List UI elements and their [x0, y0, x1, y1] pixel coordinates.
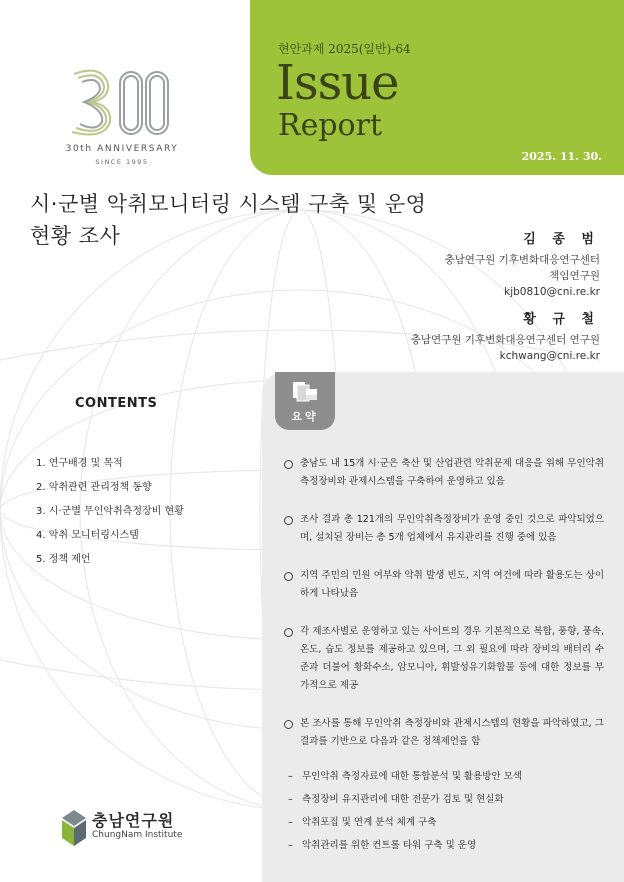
- policy-item: – 측정장비 유지관리에 대한 전문가 검토 및 현실화: [288, 794, 504, 805]
- issue-heading: Issue: [276, 55, 399, 111]
- author-block: [445, 232, 600, 300]
- author-email[interactable]: kjb0810@cni.re.kr: [504, 286, 600, 298]
- policy-item: – 무인악취 측정자료에 대한 통합분석 및 활용방안 모색: [288, 771, 523, 782]
- summary-item: 각 제조사별로 운영하고 있는 사이트의 경우 기본적으로 복합, 풍향, 풍속, 온도, 습도 정보를 제공하고 있으며, 그 외 필요에 따라 장비의 배터리 수준과 더불어 황화수소, 암모니아, 휘발성유기화합물 등에 대한 정보를 부가적으로 제공: [282, 623, 604, 695]
- series-number: 현안과제 2025(일반)-64: [278, 42, 411, 56]
- circle-bullet-icon: [284, 460, 293, 469]
- circle-bullet-icon: [284, 572, 293, 581]
- author-block: [411, 312, 600, 364]
- summary-body: [282, 455, 604, 857]
- policy-item: – 악취포집 및 연계 분석 체계 구축: [288, 817, 437, 828]
- document-stack-icon: [291, 380, 319, 402]
- author-role: 책임연구원: [549, 270, 600, 282]
- summary-item: 충남도 내 15개 시·군은 축산 및 산업관련 악취문제 대응을 위해 무인악취측정장비와 관제시스템을 구축하여 운영하고 있음: [282, 455, 604, 491]
- circle-bullet-icon: [284, 516, 293, 525]
- report-heading: Report: [278, 108, 383, 143]
- since-text: SINCE 1995: [95, 158, 149, 166]
- author-name: 김 종 범: [523, 232, 600, 247]
- contents-list: [36, 452, 184, 572]
- title-line-1: 시·군별 악취모니터링 시스템 구축 및 운영: [30, 192, 427, 216]
- issue-report-header: [250, 0, 624, 175]
- summary-item: 조사 결과 총 121개의 무인악취측정장비가 운영 중인 것으로 파악되었으며, 설치된 장비는 총 5개 업체에서 유지관리를 진행 중에 있음: [282, 511, 604, 547]
- policy-item: – 악취관리를 위한 컨트롤 타워 구축 및 운영: [288, 840, 477, 851]
- author-email[interactable]: kchwang@cni.re.kr: [499, 350, 600, 362]
- chungnam-logo-icon: [60, 808, 88, 848]
- thirty-logo-icon: [62, 62, 182, 142]
- summary-item: 본 조사를 통해 무인악취 측정장비와 관제시스템의 현황을 파악하였고, 그 결과를 기반으로 다음과 같은 정책제언을 함: [282, 715, 604, 751]
- anniversary-logo: [62, 62, 182, 177]
- summary-tab: [275, 372, 335, 430]
- institute-name-en: ChungNam Institute: [92, 830, 183, 840]
- title-line-2: 현황 조사: [30, 224, 121, 248]
- contents-item[interactable]: 1. 연구배경 및 목적: [36, 458, 123, 469]
- institute-logo: [60, 808, 210, 858]
- publish-date: 2025. 11. 30.: [521, 150, 602, 163]
- contents-item[interactable]: 2. 악취관련 관리정책 동향: [36, 482, 152, 493]
- circle-bullet-icon: [284, 628, 293, 637]
- contents-title: CONTENTS: [75, 396, 158, 411]
- author-org: 충남연구원 기후변화대응연구센터 연구원: [410, 334, 600, 346]
- contents-item[interactable]: 4. 악취 모니터링시스템: [36, 530, 139, 541]
- policy-suggestion-list: [282, 765, 604, 857]
- contents-item[interactable]: 5. 정책 제언: [36, 554, 91, 565]
- circle-bullet-icon: [284, 720, 293, 729]
- institute-name-kr: 충남연구원: [92, 811, 175, 830]
- author-name: 황 규 철: [523, 312, 600, 327]
- author-org: 충남연구원 기후변화대응연구센터: [444, 254, 600, 266]
- summary-label: 요약: [291, 410, 319, 423]
- anniversary-text: 30th ANNIVERSARY: [65, 144, 179, 154]
- contents-item[interactable]: 3. 시·군별 무인악취측정장비 현황: [36, 506, 184, 517]
- summary-item: 지역 주민의 민원 여부와 악취 발생 빈도, 지역 여건에 따라 활용도는 상이하게 나타났음: [282, 567, 604, 603]
